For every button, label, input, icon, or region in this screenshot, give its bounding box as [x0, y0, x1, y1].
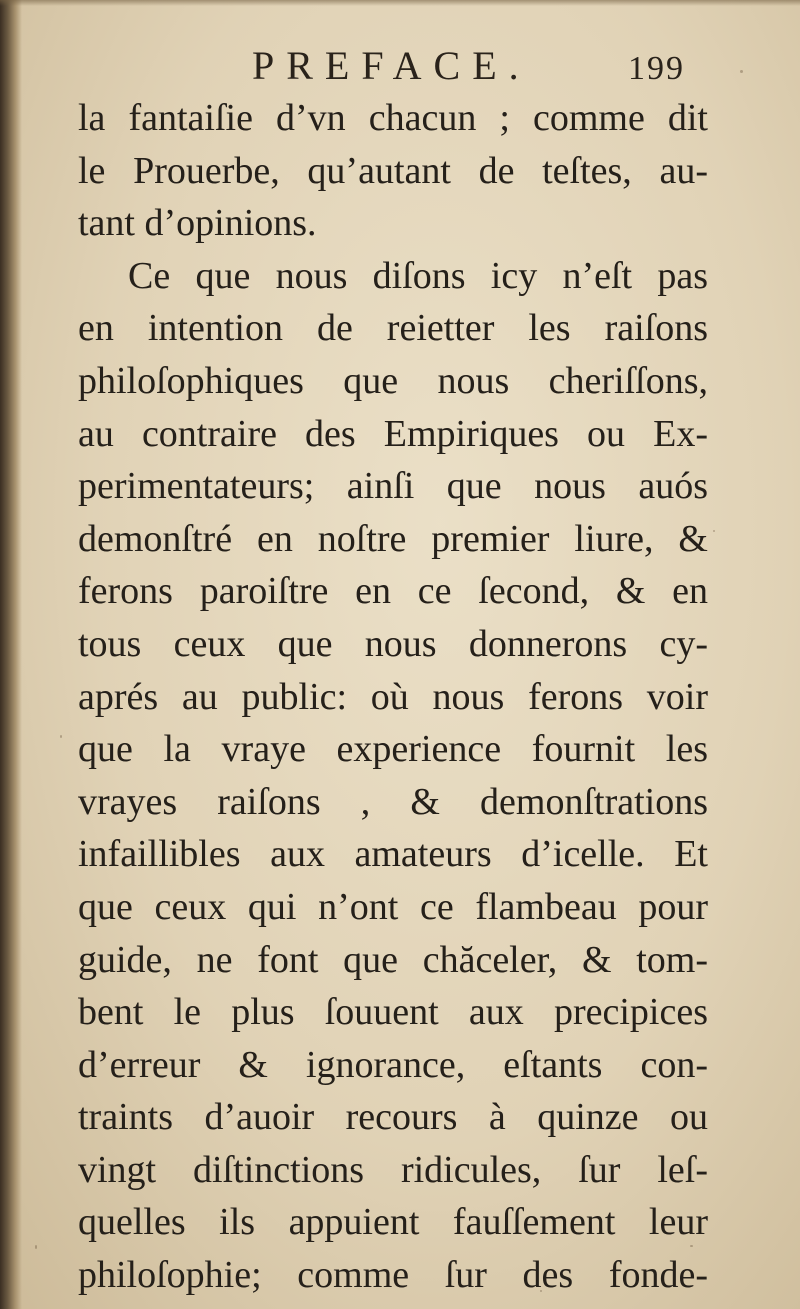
- text-line: philoſophie; comme ſur des fonde-: [78, 1254, 708, 1297]
- text-line: vrayes raiſons , & demonſtrations: [78, 780, 708, 823]
- text-line: aprés au public: où nous ferons voir: [78, 675, 708, 718]
- text-line: au contraire des Empiriques ou Ex-: [78, 412, 708, 455]
- page-header: [0, 42, 800, 92]
- body-text: [78, 92, 708, 1302]
- text-line: d’erreur & ignorance, eſtants con-: [78, 1043, 708, 1086]
- text-line: le Prouerbe, qu’autant de teſtes, au-: [78, 149, 708, 192]
- text-line: demonſtré en noſtre premier liure, &: [78, 517, 708, 560]
- text-line: tous ceux que nous donnerons cy-: [78, 622, 708, 665]
- text-line: traints d’auoir recours à quinze ou: [78, 1096, 708, 1139]
- text-line: philoſophiques que nous cheriſſons,: [78, 359, 708, 402]
- text-line: que la vraye experience fournit les: [78, 728, 708, 771]
- text-line: bent le plus ſouuent aux precipices: [78, 991, 708, 1034]
- binding-gutter: [0, 0, 22, 1309]
- text-line: guide, ne font que chăceler, & tom-: [78, 938, 708, 981]
- text-line: infaillibles aux amateurs d’icelle. Et: [78, 833, 708, 876]
- text-line: en intention de reietter les raiſons: [78, 307, 708, 350]
- text-line: vingt diſtinctions ridicules, ſur leſ-: [78, 1148, 708, 1191]
- page-number: 199: [628, 50, 685, 87]
- text-line: Ce que nous diſons icy n’eſt pas: [128, 254, 708, 297]
- text-line: perimentateurs; ainſi que nous auós: [78, 465, 708, 508]
- text-line: ferons paroiſtre en ce ſecond, & en: [78, 570, 708, 613]
- text-line: quelles ils appuient fauſſement leur: [78, 1201, 708, 1244]
- page-top-edge: [0, 0, 800, 6]
- text-line: que ceux qui n’ont ce flambeau pour: [78, 885, 708, 928]
- text-line: tant d’opinions.: [78, 202, 317, 245]
- running-title: PREFACE.: [252, 43, 531, 88]
- text-line: la fantaiſie d’vn chacun ; comme dit: [78, 97, 708, 139]
